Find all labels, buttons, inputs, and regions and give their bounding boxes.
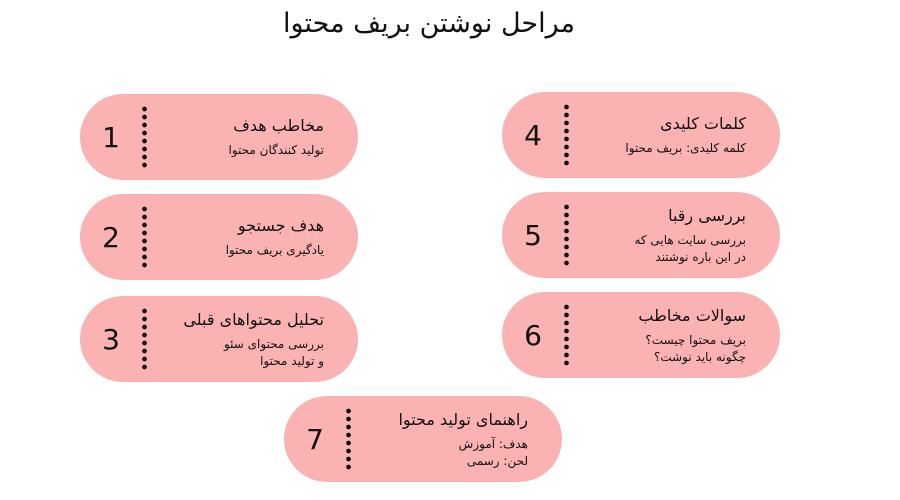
step-detail-line: هدف: آموزش (458, 436, 528, 451)
step-number: 1 (102, 120, 120, 154)
diagram-title: مراحل نوشتن بریف محتوا (283, 8, 575, 39)
step-detail-line: تولید کنندگان محتوا (228, 143, 324, 157)
step-heading: کلمات کلیدی (660, 114, 746, 133)
step-detail-line: یادگیری بریف محتوا (225, 243, 324, 257)
step-detail-line: کلمه کلیدی: بریف محتوا (625, 141, 746, 155)
step-text (569, 305, 780, 366)
step-card-2 (80, 194, 358, 280)
step-heading: مخاطب هدف (233, 116, 324, 135)
step-number: 2 (102, 220, 120, 254)
step-text (569, 113, 780, 157)
step-heading: هدف جستجو (237, 216, 324, 235)
step-detail-line: چگونه باید نوشت؟ (653, 349, 746, 364)
step-text (147, 309, 358, 370)
step-number: 4 (524, 118, 542, 152)
step-detail-line: بریف محتوا چیست؟ (645, 332, 746, 347)
step-number: 5 (524, 218, 542, 252)
step-detail-line: و تولید محتوا (260, 353, 324, 368)
step-card-4 (502, 92, 780, 178)
step-card-3 (80, 296, 358, 382)
step-detail-line: در این باره نوشتند (655, 249, 746, 264)
step-number: 7 (306, 422, 324, 456)
step-number: 6 (524, 318, 542, 352)
step-heading: بررسی رقبا (668, 205, 746, 225)
step-card-6 (502, 292, 780, 378)
step-text (147, 215, 358, 259)
step-detail-line: بررسی محتوای سئو (223, 336, 324, 351)
step-card-1 (80, 94, 358, 180)
step-card-5 (502, 192, 780, 278)
step-number: 3 (102, 322, 120, 356)
step-heading: تحلیل محتواهای قبلی (183, 309, 324, 329)
step-text (569, 205, 780, 266)
step-detail-line: لحن: رسمی (466, 453, 528, 468)
step-heading: راهنمای تولید محتوا (398, 409, 528, 429)
step-text (147, 115, 358, 159)
step-heading: سوالات مخاطب (638, 305, 746, 325)
step-text (351, 409, 562, 470)
step-detail-line: بررسی سایت هایی که (634, 232, 746, 247)
step-card-7 (284, 396, 562, 482)
